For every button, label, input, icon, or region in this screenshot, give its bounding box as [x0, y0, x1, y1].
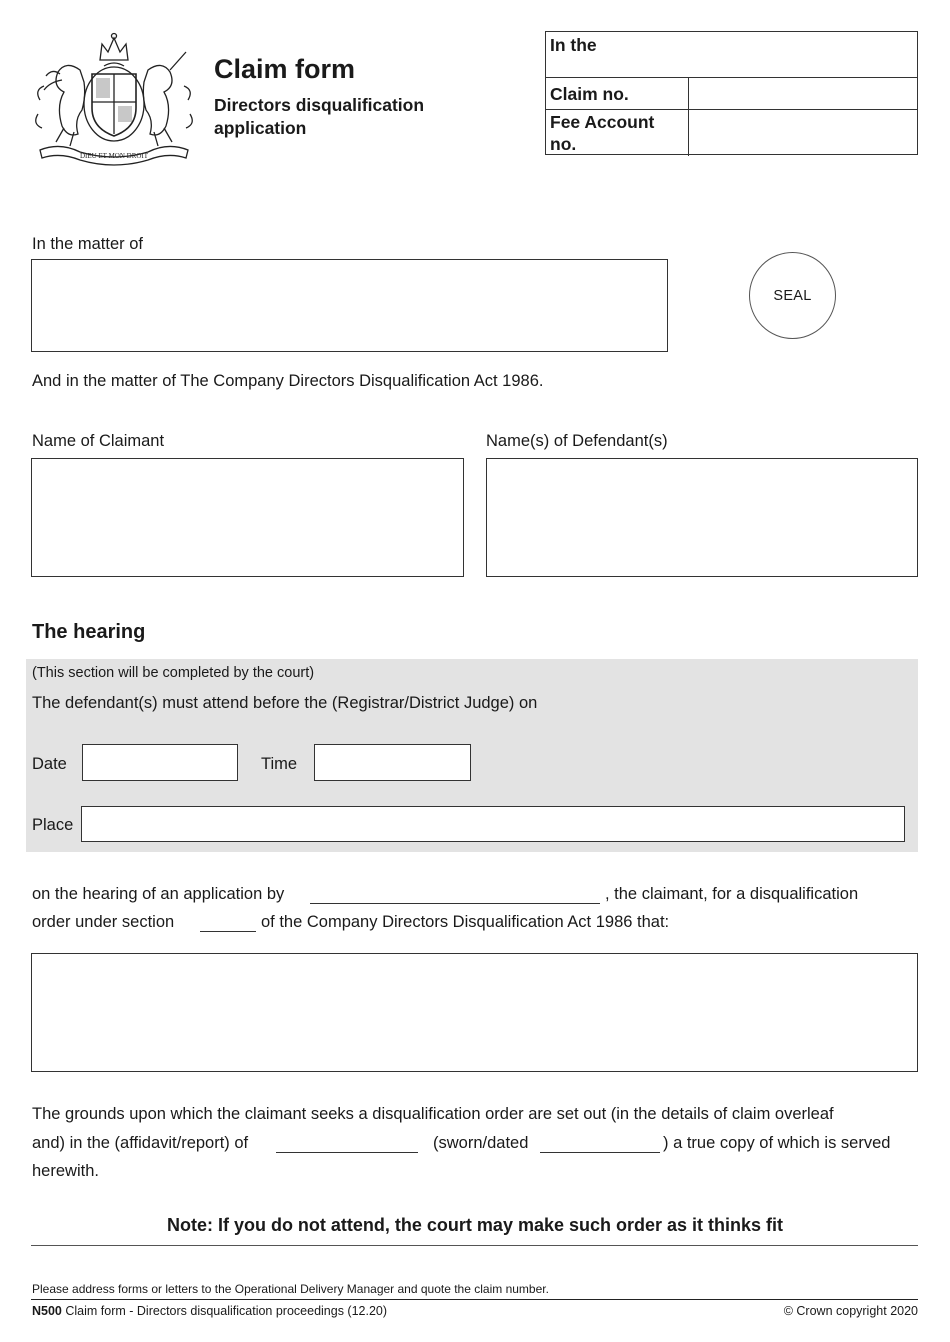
- table-divider: [688, 110, 689, 156]
- defendants-name-field[interactable]: [486, 458, 918, 577]
- hearing-place-field[interactable]: [81, 806, 905, 842]
- in-the-matter-field[interactable]: [31, 259, 668, 352]
- claim-no-row[interactable]: [546, 78, 917, 110]
- form-title: Claim form: [214, 54, 356, 84]
- court-note: (This section will be completed by the court): [32, 665, 315, 681]
- act-statement: And in the matter of The Company Directors Disqualification Act 1986.: [32, 372, 544, 390]
- footer-divider: [31, 1299, 918, 1300]
- claimant-name-field[interactable]: [31, 458, 464, 577]
- form-reference: [32, 1304, 387, 1318]
- table-divider: [688, 78, 689, 109]
- seal-circle: [749, 252, 836, 339]
- fee-account-row[interactable]: [546, 110, 917, 156]
- section-number-line[interactable]: [200, 931, 256, 932]
- grounds-line2-middle: (sworn/dated: [433, 1134, 529, 1152]
- grounds-line3: herewith.: [32, 1162, 99, 1180]
- divider: [31, 1245, 918, 1246]
- place-label: Place: [32, 816, 74, 834]
- defendants-label: Name(s) of Defendant(s): [486, 432, 668, 450]
- fee-account-label: Fee Account no.: [550, 112, 655, 154]
- attendance-note: Note: If you do not attend, the court may make such order as it thinks fit: [166, 1215, 784, 1235]
- in-the-row[interactable]: [546, 32, 917, 78]
- seal-label: SEAL: [773, 287, 812, 304]
- time-label: Time: [261, 755, 298, 773]
- claim-no-label: Claim no.: [550, 84, 629, 104]
- copyright: © Crown copyright 2020: [783, 1304, 918, 1318]
- order-details-field[interactable]: [31, 953, 918, 1072]
- royal-coat-of-arms-logo: [30, 30, 198, 166]
- applicant-name-line[interactable]: [310, 903, 600, 904]
- application-line2-start: order under section: [32, 913, 175, 931]
- form-code: N500: [32, 1304, 62, 1318]
- attend-text: The defendant(s) must attend before the (Registrar/District Judge) on: [32, 694, 538, 712]
- form-description: Claim form - Directors disqualification proceedings (12.20): [65, 1304, 388, 1318]
- sworn-dated-line[interactable]: [540, 1152, 660, 1153]
- grounds-line2-start: and) in the (affidavit/report) of: [32, 1134, 249, 1152]
- address-note: Please address forms or letters to the Operational Delivery Manager and quote the claim number.: [32, 1282, 549, 1296]
- in-the-label: In the: [550, 35, 597, 55]
- court-completion-section: [26, 659, 918, 852]
- form-subtitle: Directors disqualification application: [214, 95, 425, 138]
- application-line1-end: , the claimant, for a disqualification: [605, 885, 859, 903]
- hearing-time-field[interactable]: [314, 744, 471, 781]
- court-details-table: [545, 31, 918, 155]
- grounds-line1: The grounds upon which the claimant seeks a disqualification order are set out (in the details of claim overleaf: [32, 1105, 834, 1123]
- hearing-date-field[interactable]: [82, 744, 238, 781]
- claimant-label: Name of Claimant: [32, 432, 165, 450]
- grounds-line2-end: ) a true copy of which is served: [663, 1134, 891, 1152]
- affidavit-of-line[interactable]: [276, 1152, 418, 1153]
- hearing-heading: The hearing: [32, 621, 146, 643]
- application-line1-start: on the hearing of an application by: [32, 885, 285, 903]
- date-label: Date: [32, 755, 67, 773]
- application-line2-end: of the Company Directors Disqualification Act 1986 that:: [261, 913, 670, 931]
- svg-text:DIEU ET MON DROIT: DIEU ET MON DROIT: [79, 152, 149, 160]
- in-the-matter-label: In the matter of: [32, 235, 143, 253]
